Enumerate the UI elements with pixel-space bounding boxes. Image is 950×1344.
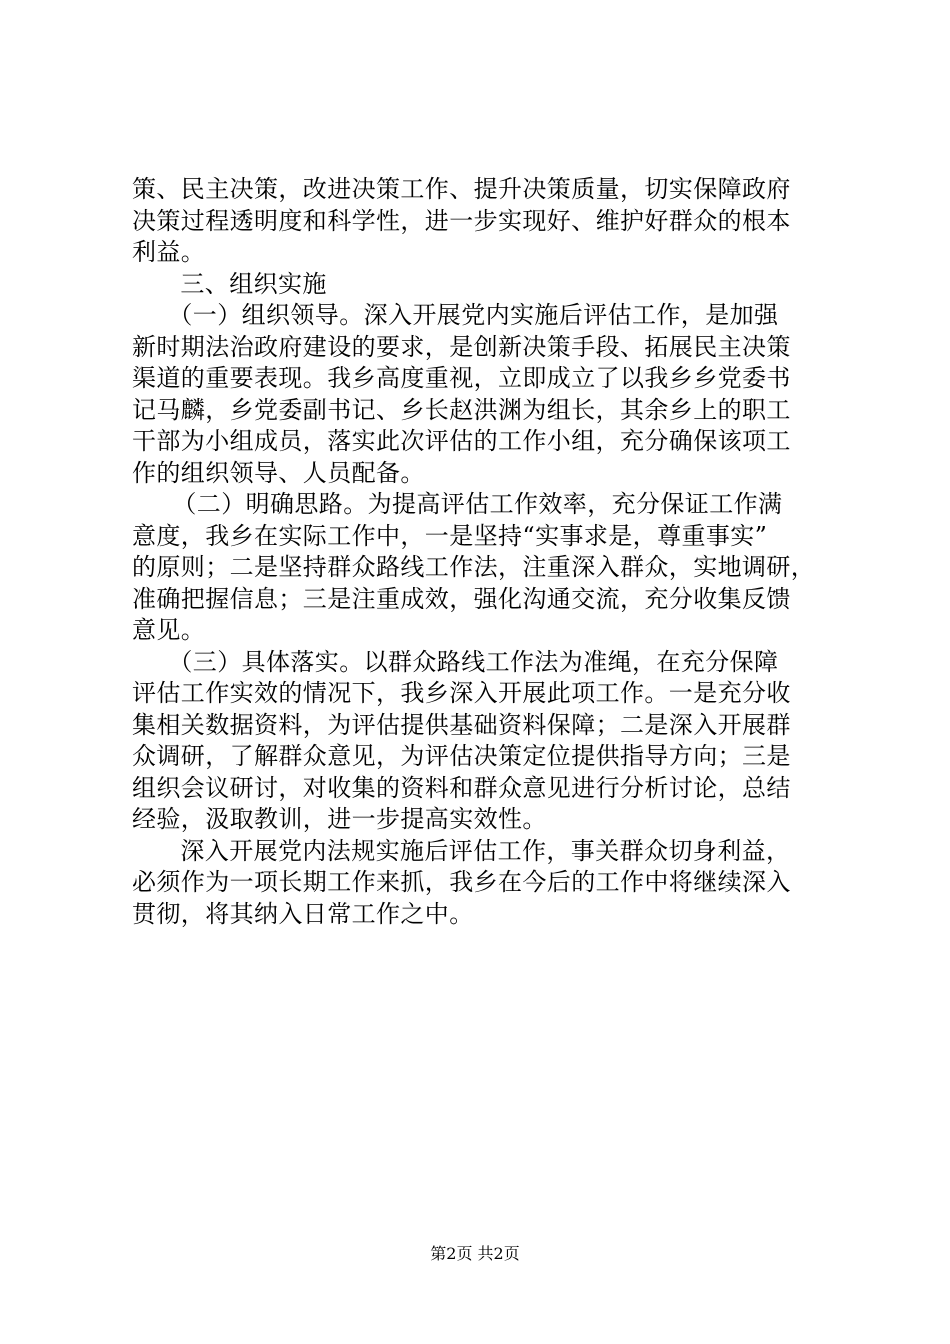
text-line: 决策过程透明度和科学性，进一步实现好、维护好群众的根本 bbox=[132, 206, 791, 235]
text-line: 记马麟，乡党委副书记、乡长赵洪渊为组长，其余乡上的职工 bbox=[132, 395, 791, 424]
text-line: 意度，我乡在实际工作中，一是坚持“实事求是，尊重事实” bbox=[132, 521, 768, 550]
text-line: 利益。 bbox=[132, 238, 206, 266]
document-body bbox=[132, 174, 832, 930]
text-line: （三）具体落实。以群众路线工作法为准绳，在充分保障 bbox=[156, 647, 779, 676]
text-line: 经验，汲取教训，进一步提高实效性。 bbox=[132, 805, 547, 833]
text-line: 准确把握信息；三是注重成效，强化沟通交流，充分收集反馈 bbox=[132, 584, 791, 613]
text-line: 众调研，了解群众意见，为评估决策定位提供指导方向；三是 bbox=[132, 742, 791, 770]
text-line: 集相关数据资料，为评估提供基础资料保障；二是深入开展群 bbox=[132, 710, 791, 739]
text-line: 干部为小组成员，落实此次评估的工作小组，充分确保该项工 bbox=[132, 427, 791, 455]
text-line: （一）组织领导。深入开展党内实施后评估工作，是加强 bbox=[156, 301, 779, 329]
page-number-footer: 第2页 共2页 bbox=[430, 1244, 520, 1263]
text-line: 贯彻，将其纳入日常工作之中。 bbox=[132, 899, 474, 928]
text-line: 策、民主决策，改进决策工作、提升决策质量，切实保障政府 bbox=[132, 175, 791, 203]
text-line: （二）明确思路。为提高评估工作效率，充分保证工作满 bbox=[160, 490, 783, 518]
text-line: 组织会议研讨，对收集的资料和群众意见进行分析讨论，总结 bbox=[132, 773, 791, 802]
text-line: 的原则；二是坚持群众路线工作法，注重深入群众，实地调研， bbox=[132, 553, 816, 581]
text-line: 深入开展党内法规实施后评估工作，事关群众切身利益， bbox=[156, 836, 791, 865]
text-line: 作的组织领导、人员配备。 bbox=[132, 458, 425, 487]
text-line: 意见。 bbox=[132, 616, 206, 644]
text-line: 评估工作实效的情况下，我乡深入开展此项工作。一是充分收 bbox=[132, 679, 791, 707]
text-line: 必须作为一项长期工作来抓，我乡在今后的工作中将继续深入 bbox=[132, 868, 791, 896]
text-line: 渠道的重要表现。我乡高度重视，立即成立了以我乡乡党委书 bbox=[132, 364, 791, 392]
text-line: 新时期法治政府建设的要求，是创新决策手段、拓展民主决策 bbox=[132, 332, 791, 361]
section-heading: 三、组织实施 bbox=[156, 269, 327, 298]
